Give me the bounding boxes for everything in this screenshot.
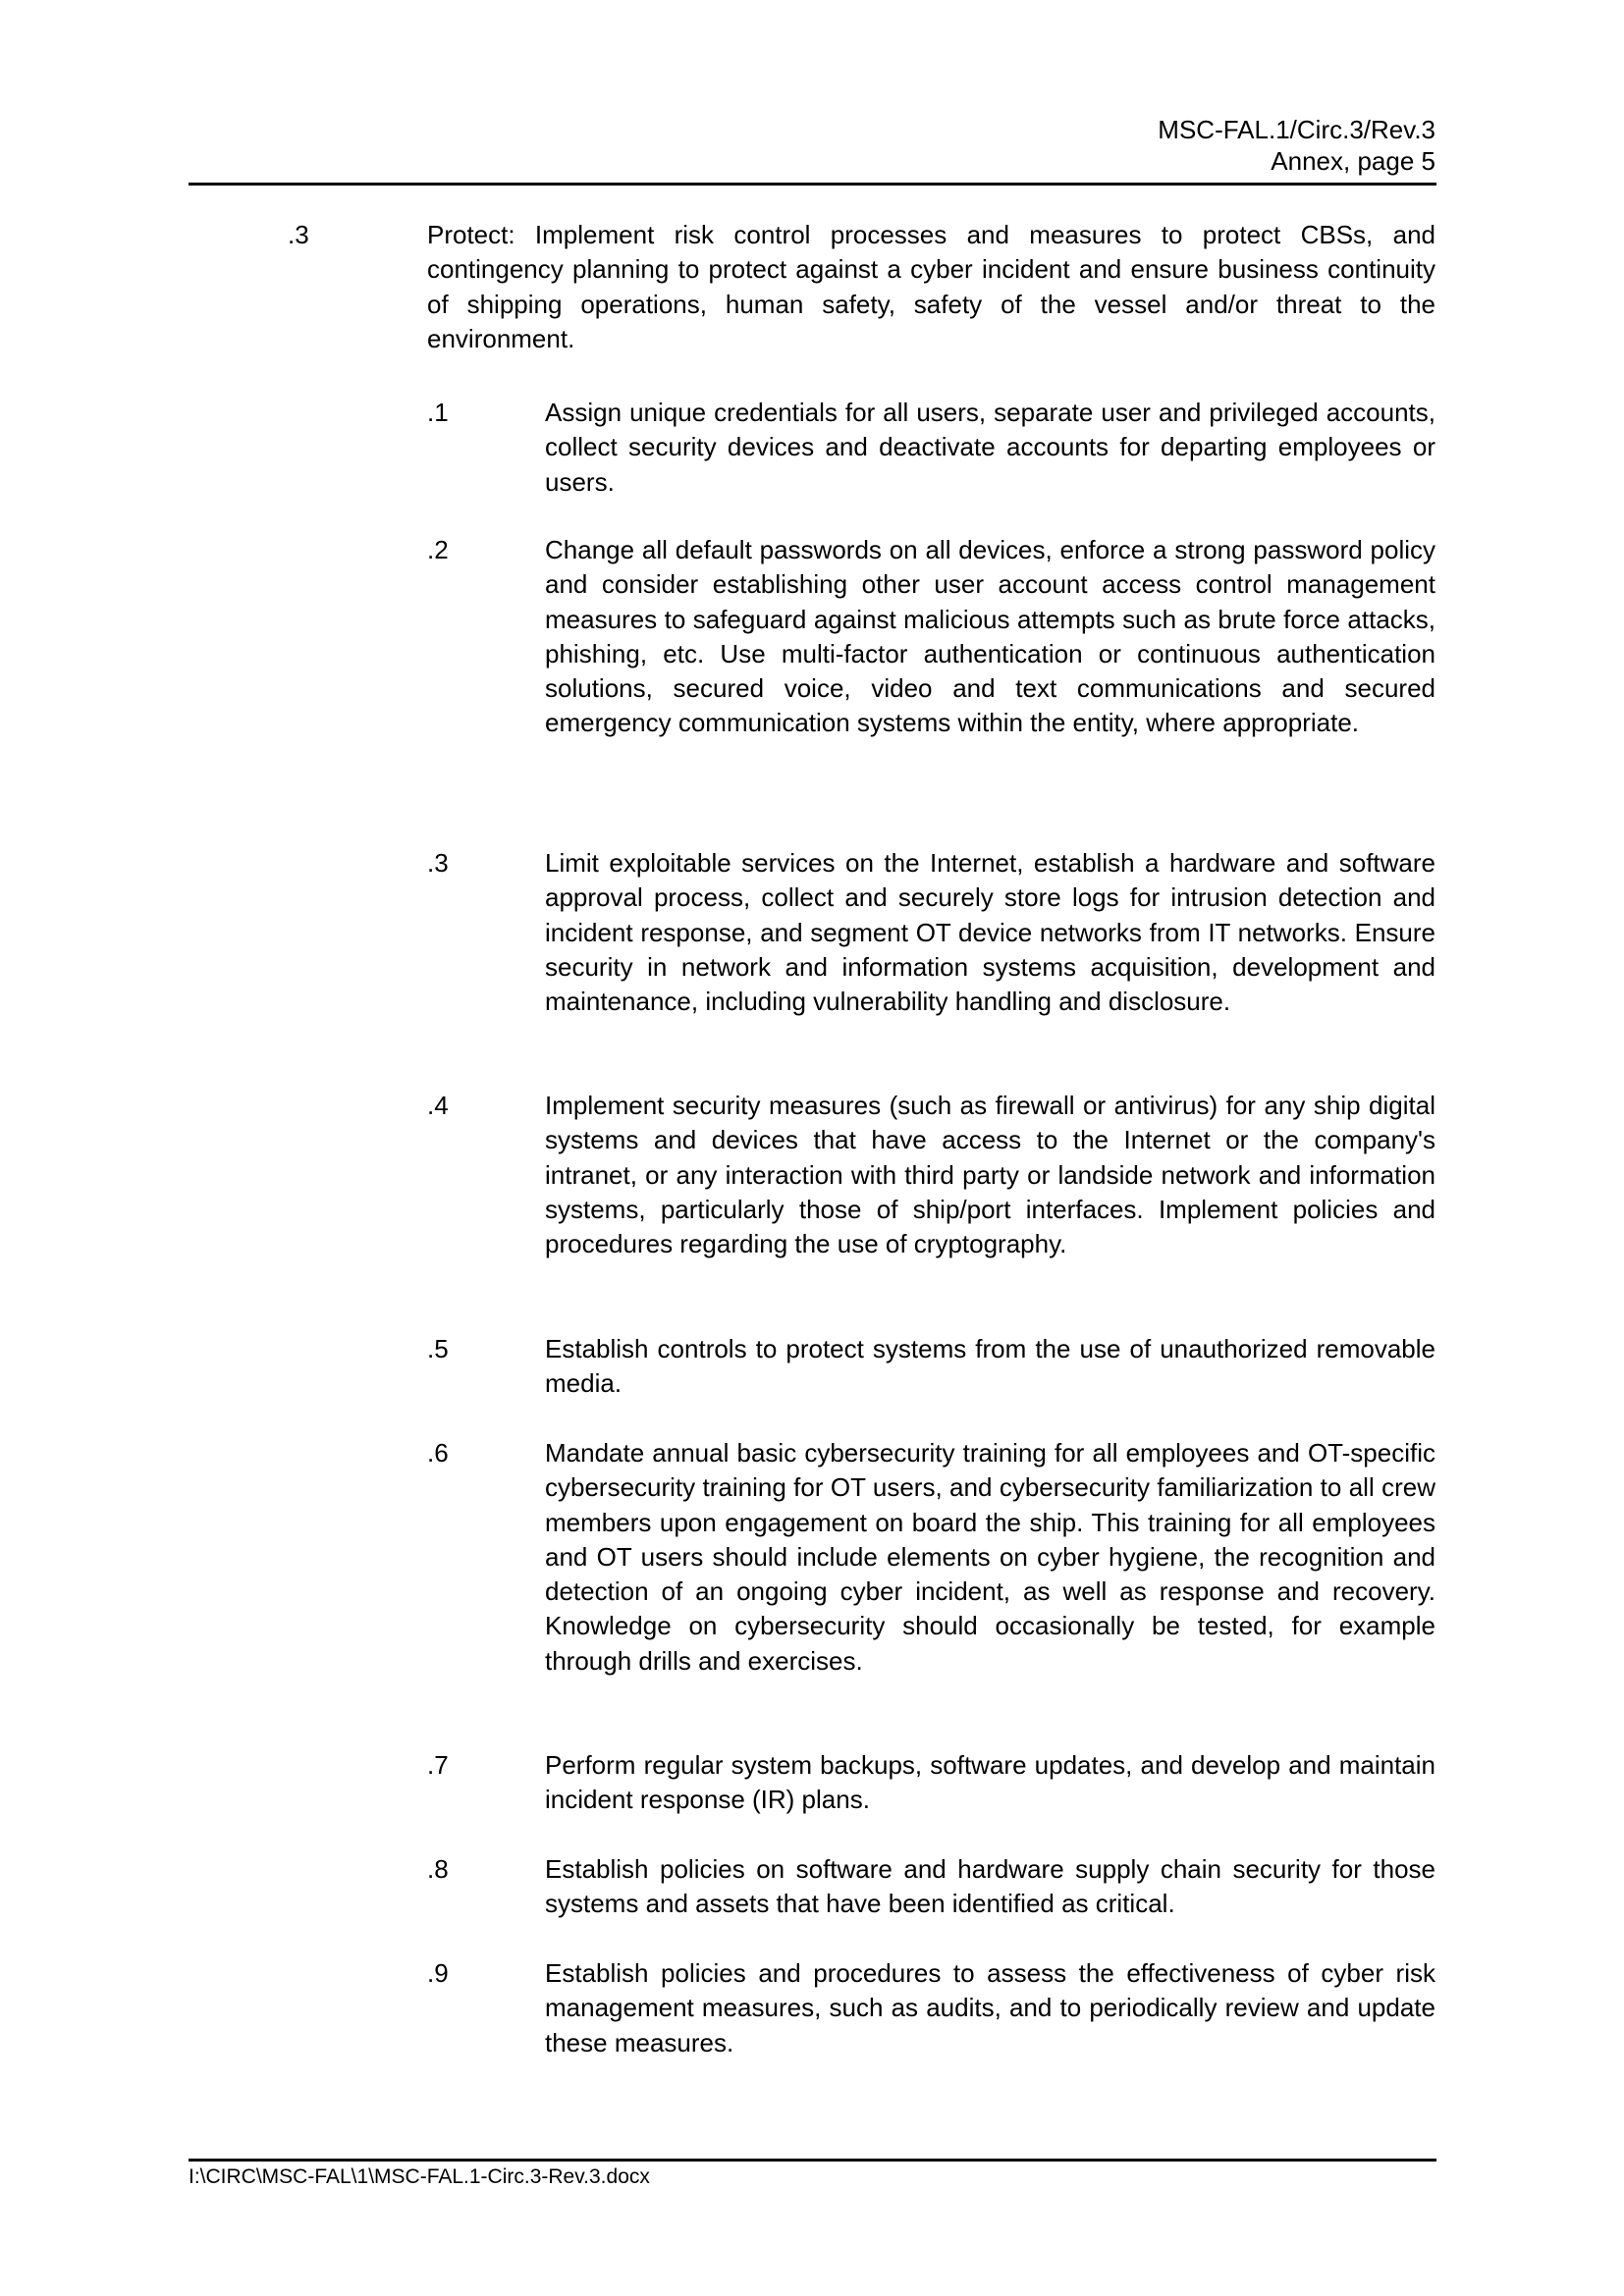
header-rule [189,183,1436,186]
list-item: Assign unique credentials for all users, separate user and privileged accounts, collect security devices and deactivate accounts for departing employees or users. [545,398,1435,497]
list-item: Perform regular system backups, software updates, and develop and maintain incident response (IR) plans. [545,1750,1435,1815]
list-item: Establish controls to protect systems from the use of unauthorized removable media. [545,1334,1435,1399]
list-item: Implement security measures (such as firewall or antivirus) for any ship digital systems and devices that have access to the Internet or the company's intranet, or any interaction with third party or landside network and information systems, particularly those of ship/port interfaces. Implement policies and procedures regarding the use of cryptography. [545,1091,1435,1259]
item-number: .5 [427,1334,449,1363]
item-number: .6 [427,1438,449,1468]
document-reference: MSC-FAL.1/Circ.3/Rev.3 [1158,115,1435,144]
item-number: .8 [427,1854,449,1884]
item-number: .9 [427,1958,449,1988]
footer-file-path: I:\CIRC\MSC-FAL\1\MSC-FAL.1-Circ.3-Rev.3.docx [189,2165,650,2188]
footer-rule [189,2159,1436,2162]
page-header [189,114,1435,177]
item-number: .3 [427,848,449,878]
section-paragraph: Protect: Implement risk control processes and measures to protect CBSs, and contingency planning to protect against a cyber incident and ensure business continuity of shipping operations, human safety, safety of the vessel and/or threat to the environment. [427,220,1435,353]
list-item: Establish policies and procedures to assess the effectiveness of cyber risk management measures, such as audits, and to periodically review and update these measures. [545,1958,1435,2057]
item-number: .1 [427,398,449,427]
item-number: .4 [427,1091,449,1120]
list-item: Change all default passwords on all devices, enforce a strong password policy and consider establishing other user account access control management measures to safeguard against malicious attempts such as brute force attacks, phishing, etc. Use multi-factor authentication or continuous authentication solutions, secured voice, video and text communications and secured emergency communication systems within the entity, where appropriate. [545,535,1435,738]
list-item: Limit exploitable services on the Internet, establish a hardware and software approval process, collect and securely store logs for intrusion detection and incident response, and segment OT device networks from IT networks. Ensure security in network and information systems acquisition, development and maintenance, including vulnerability handling and disclosure. [545,848,1435,1017]
section-number: .3 [288,220,309,249]
item-number: .7 [427,1750,449,1780]
list-item: Mandate annual basic cybersecurity training for all employees and OT-specific cybersecurity training for OT users, and cybersecurity familiarization to all crew members upon engagement on board the ship. This training for all employees and OT users should include elements on cyber hygiene, the recognition and detection of an ongoing cyber incident, as well as response and recovery. Knowledge on cybersecurity should occasionally be tested, for example through drills and exercises. [545,1438,1435,1676]
page-label: Annex, page 5 [1271,146,1435,176]
list-item: Establish policies on software and hardware supply chain security for those systems and assets that have been identified as critical. [545,1854,1435,1919]
item-number: .2 [427,535,449,564]
